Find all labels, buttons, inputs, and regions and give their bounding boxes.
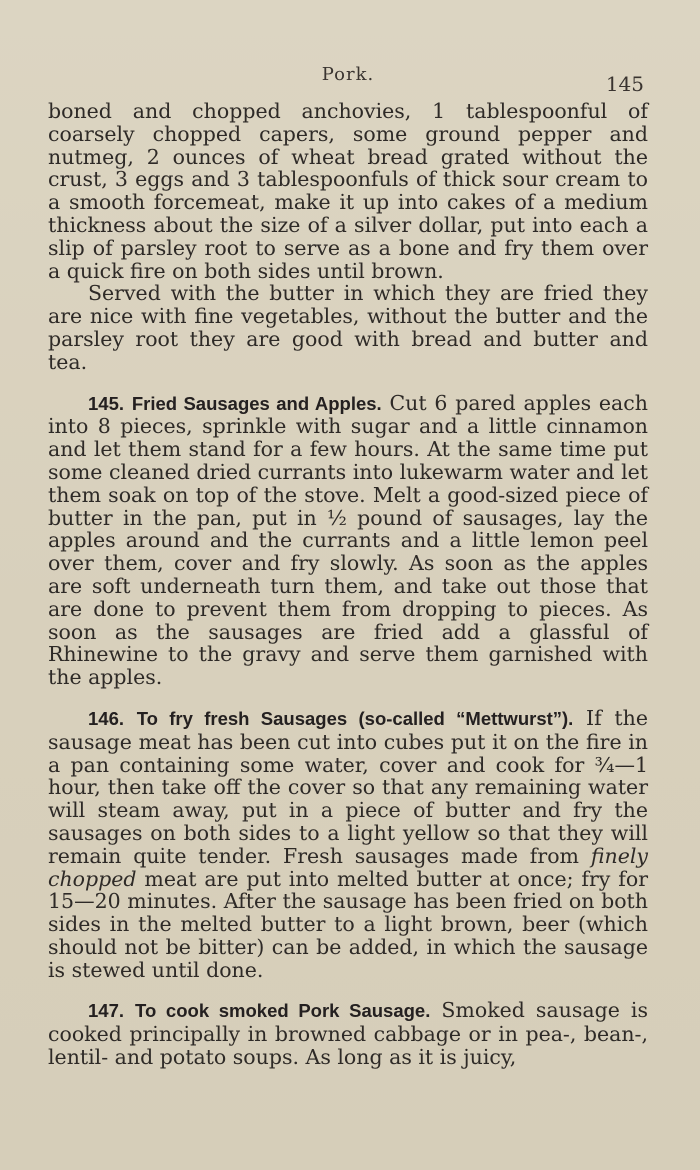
recipe-number: 145. [88,392,125,414]
page-number: 145 [605,72,644,96]
running-head [48,62,648,96]
recipe-title: Fried Sausages and Apples. [131,392,382,414]
recipe-147 [48,999,648,1068]
recipe-emphasis: finely chopped [48,843,648,891]
recipe-number: 146. [88,707,125,729]
recipe-text-continued: meat are put into melted butter at once; fry for 15—20 minutes. After the sausage has been fried on both sides in the melted butter to a light brown, beer (which should not be bitter) can be added, in which the sausage is stewed until done. [48,866,648,982]
recipe-146 [48,707,648,982]
recipe-text: Smoked sausage is cooked principally in browned cabbage or in pea-, bean-, lentil- and potato soups. As long as it is juicy, [48,998,648,1070]
recipe-title: To fry fresh Sausages (so-called “Mettwurst”). [136,707,574,729]
page-title: Pork. [321,64,375,85]
recipe-145 [48,392,648,689]
recipe-text: Cut 6 pared apples each into 8 pieces, sprinkle with sugar and a little cinnamon and let them stand for a few hours. At the same time put some cleaned dried currants into lukewarm water and let them soak on top of the stove. Melt a good-sized piece of butter in the pan, put in ½ pound of sausages, lay the apples around and the currants and a little lemon peel over them, cover and fry slowly. As soon as the apples are soft underneath turn them, and take out those that are done to prevent them from dropping to pieces. As soon as the sausages are fried add a glassful of Rhinewine to the gravy and serve them garnished with the apples. [48,390,648,690]
recipe-text: If the sausage meat has been cut into cubes put it on the fire in a pan containing some water, cover and cook for ¾—1 hour, then take off the cover so that any remaining water will steam away, put in a piece of butter and fry the sausages on both sides to a light yellow so that they will remain quite tender. Fresh sausages made from [48,705,648,868]
recipe-number: 147. [88,1000,125,1022]
body-text [48,100,648,1069]
recipe-title: To cook smoked Pork Sausage. [135,1000,431,1022]
paragraph-serving-note: Served with the butter in which they are fried they are nice with fine vegetables, without the butter and the parsley root they are good with bread and butter and tea. [48,281,648,374]
paragraph-continued: boned and chopped anchovies, 1 tablespoonful of coarsely chopped capers, some ground pepper and nutmeg, 2 ounces of wheat bread grated without the crust, 3 eggs and 3 tablespoonfuls of thick sour cream to a smooth forcemeat, make it up into cakes of a medium thickness about the size of a silver dollar, put into each a slip of parsley root to serve as a bone and fry them over a quick fire on both sides until brown. [48,99,648,283]
